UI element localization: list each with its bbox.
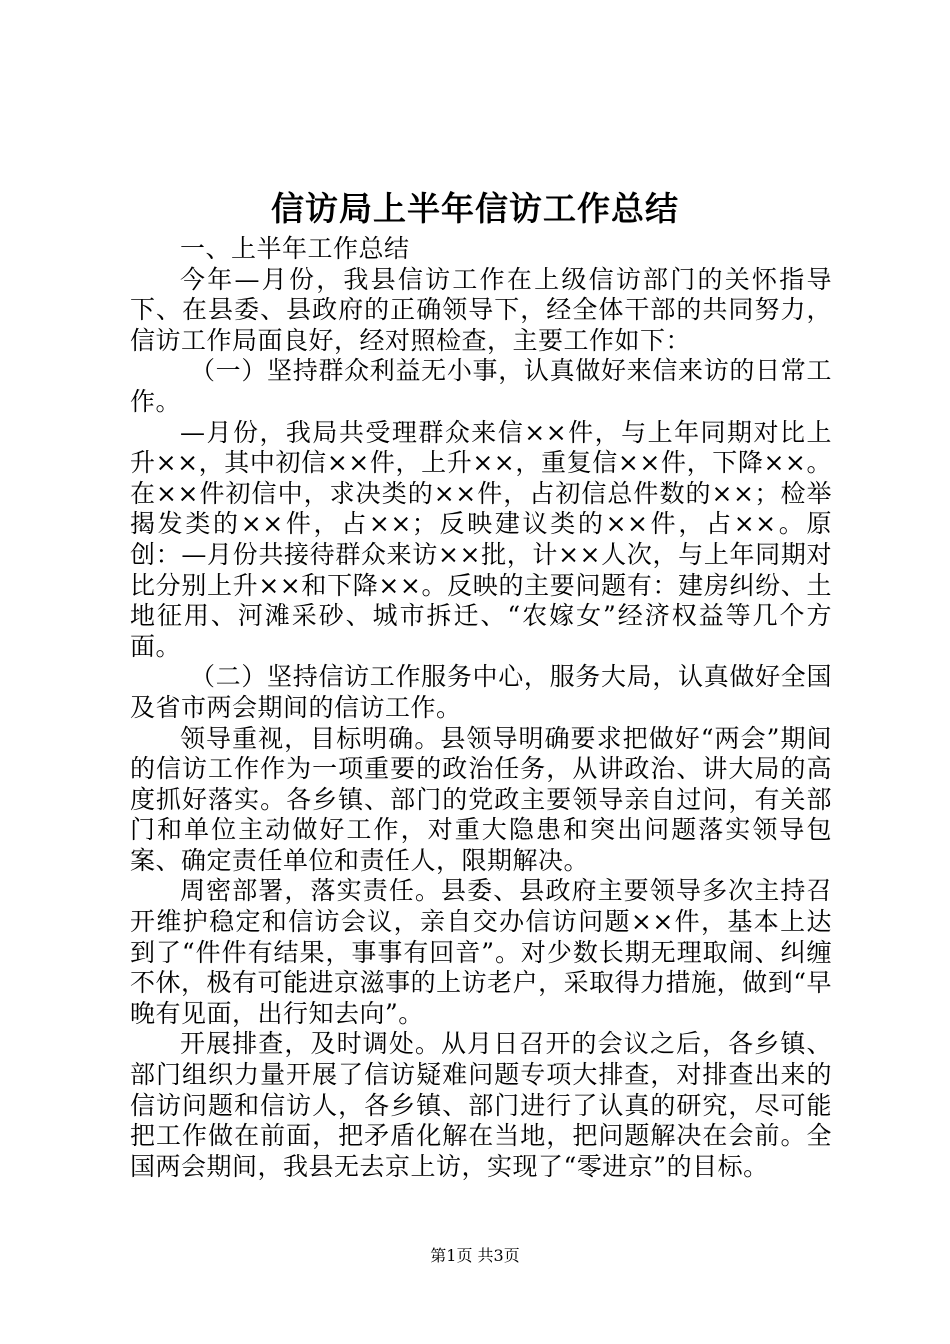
document-title: 信访局上半年信访工作总结 bbox=[271, 189, 679, 228]
body-paragraph: 领导重视，目标明确。县领导明确要求把做好“两会”期间的信访工作作为一项重要的政治任务，从讲政治、讲大局的高度抓好落实。各乡镇、部门的党政主要领导亲自过问，有关部门和单位主动做好工作，对重大隐患和突出问题落实领导包案、确定责任单位和责任人，限期解决。 bbox=[130, 723, 832, 875]
document-body bbox=[130, 234, 832, 1182]
body-paragraph: 周密部署，落实责任。县委、县政府主要领导多次主持召开维护稳定和信访会议，亲自交办信访问题××件，基本上达到了“件件有结果，事事有回音”。对少数长期无理取闹、纠缠不休，极有可能进京滋事的上访老户，采取得力措施，做到“早晚有见面，出行知去向”。 bbox=[130, 876, 832, 1028]
subsection-heading: （一）坚持群众利益无小事，认真做好来信来访的日常工作。 bbox=[130, 356, 832, 416]
subsection-heading: （二）坚持信访工作服务中心，服务大局，认真做好全国及省市两会期间的信访工作。 bbox=[130, 662, 832, 722]
page-footer: 第1页 共3页 bbox=[430, 1246, 520, 1265]
body-paragraph: 今年—月份，我县信访工作在上级信访部门的关怀指导下、在县委、县政府的正确领导下，经全体干部的共同努力，信访工作局面良好，经对照检查，主要工作如下： bbox=[130, 264, 832, 355]
section-heading: 一、上半年工作总结 bbox=[180, 234, 410, 263]
body-paragraph: —月份，我局共受理群众来信××件，与上年同期对比上升××，其中初信××件，上升××，重复信××件，下降××。在××件初信中，求决类的××件，占初信总件数的××；检举揭发类的××件，占××；反映建议类的××件，占××。原创：—月份共接待群众来访××批，计××人次，与上年同期对比分别上升××和下降××。反映的主要问题有：建房纠纷、土地征用、河滩采砂、城市拆迁、“农嫁女”经济权益等几个方面。 bbox=[130, 417, 832, 661]
body-paragraph: 开展排查，及时调处。从月日召开的会议之后，各乡镇、部门组织力量开展了信访疑难问题专项大排查，对排查出来的信访问题和信访人，各乡镇、部门进行了认真的研究，尽可能把工作做在前面，把矛盾化解在当地，把问题解决在会前。全国两会期间，我县无去京上访，实现了“零进京”的目标。 bbox=[130, 1029, 832, 1181]
